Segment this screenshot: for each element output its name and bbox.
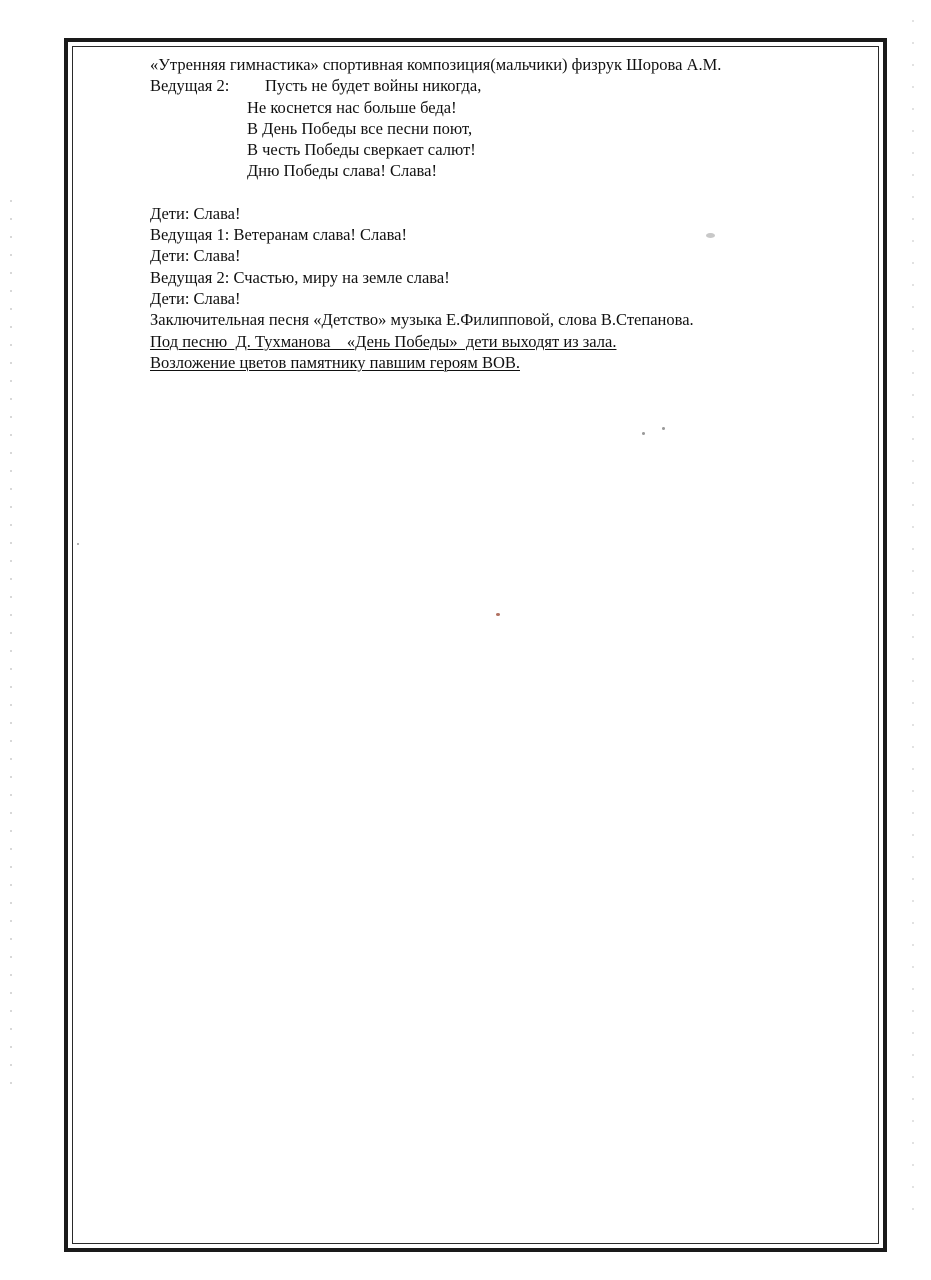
verse-line: Пусть не будет войны никогда, — [265, 76, 482, 96]
dialogue-line: Дети: Слава! — [150, 246, 241, 266]
verse-line: Дню Победы слава! Слава! — [247, 161, 437, 181]
dialogue-line: Ведущая 2: Счастью, миру на земле слава! — [150, 267, 450, 287]
scan-speck — [496, 613, 500, 616]
scan-speck — [77, 543, 79, 545]
scan-speck — [642, 432, 645, 435]
document-body — [150, 54, 850, 373]
verse-line: В честь Победы сверкает салют! — [247, 140, 476, 160]
scan-edge-dots-left — [10, 200, 12, 1100]
program-heading: «Утренняя гимнастика» спортивная композиция(мальчики) физрук Шорова А.М. — [150, 55, 722, 74]
dialogue-line: Ведущая 1: Ветеранам слава! Слава! — [150, 225, 407, 245]
scan-speck — [662, 427, 665, 430]
speaker-label: Ведущая 2: — [150, 76, 230, 96]
dialogue-line: Дети: Слава! — [150, 288, 241, 308]
closing-song-line: Заключительная песня «Детство» музыка Е.Филипповой, слова В.Степанова. — [150, 310, 694, 330]
dialogue-line: Дети: Слава! — [150, 203, 241, 223]
verse-line: Не коснется нас больше беда! — [247, 97, 457, 117]
scan-edge-dots-right — [912, 20, 914, 1220]
verse-line: В День Победы все песни поют, — [247, 118, 473, 138]
paragraph-gap — [150, 182, 850, 203]
flower-laying-line: Возложение цветов памятнику павшим героям ВОВ. — [150, 352, 520, 372]
exit-instruction-line: Под песню Д. Тухманова «День Победы» дети выходят из зала. — [150, 331, 617, 351]
speaker-verse-first-line — [150, 75, 850, 96]
